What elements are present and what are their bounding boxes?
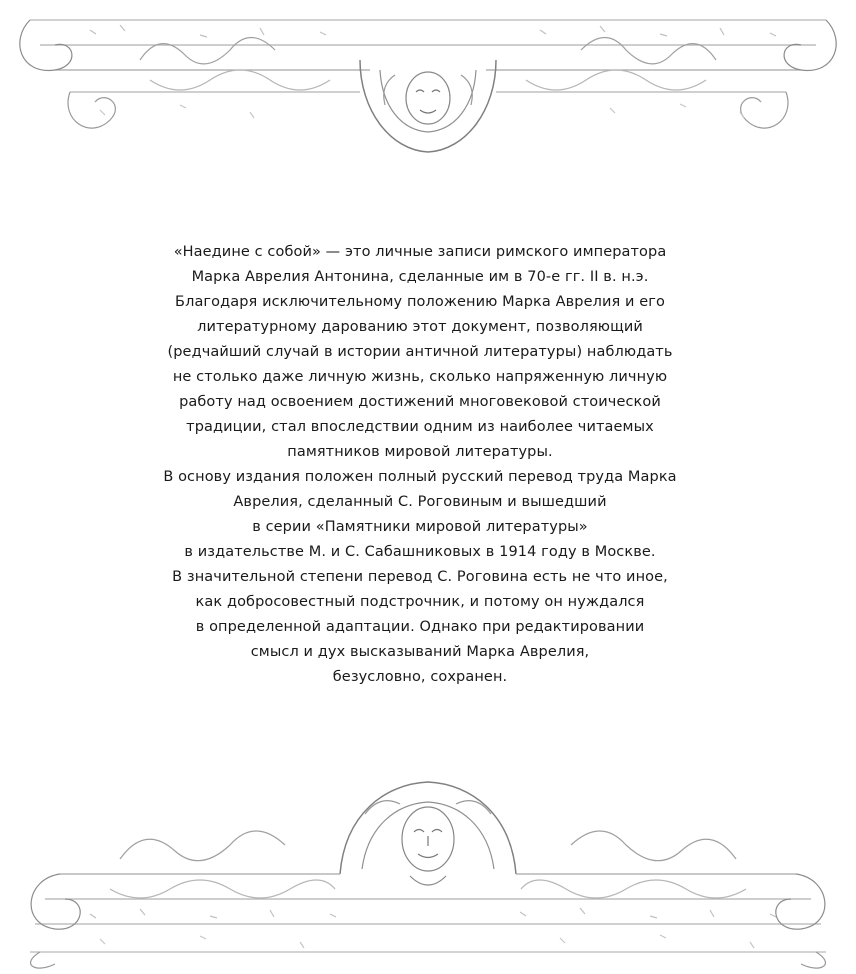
annotation-line: как добросовестный подстрочник, и потому он нуждался [195,594,645,610]
annotation-line: безусловно, сохранен. [332,669,508,685]
annotation-line: литературному дарованию этот документ, позволяющий [197,319,643,335]
top-ornament-graphic [0,0,856,160]
annotation-line: традиции, стал впоследствии одним из наиболее читаемых [186,419,654,435]
annotation-line: смысл и дух высказываний Марка Аврелия, [250,644,590,660]
annotation-line: В значительной степени перевод С. Роговина есть не что иное, [172,569,668,585]
annotation-line: (редчайший случай в истории античной литературы) наблюдать [167,344,673,360]
bottom-ornament-frame [0,764,856,974]
annotation-line: в определенной адаптации. Однако при редактировании [195,619,645,635]
annotation-line: Благодаря исключительному положению Марка Аврелия и его [175,294,665,310]
bottom-ornament-graphic [0,764,856,974]
annotation-line: в издательстве М. и С. Сабашниковых в 1914 году в Москве. [184,544,656,560]
annotation-line: «Наедине с собой» — это личные записи римского императора [173,244,667,260]
annotation-line: В основу издания положен полный русский перевод труда Марка [163,469,677,485]
annotation-line: не столько даже личную жизнь, сколько напряженную личную [172,369,668,385]
annotation-line: в серии «Памятники мировой литературы» [252,519,588,535]
top-ornament-frame [0,0,856,160]
annotation-line: Аврелия, сделанный С. Роговиным и вышедший [233,494,607,510]
annotation-line: Марка Аврелия Антонина, сделанные им в 70-е гг. II в. н.э. [191,269,649,285]
annotation-line: памятников мировой литературы. [287,444,553,460]
annotation-text [120,240,720,690]
annotation-line: работу над освоением достижений многовековой стоической [179,394,661,410]
